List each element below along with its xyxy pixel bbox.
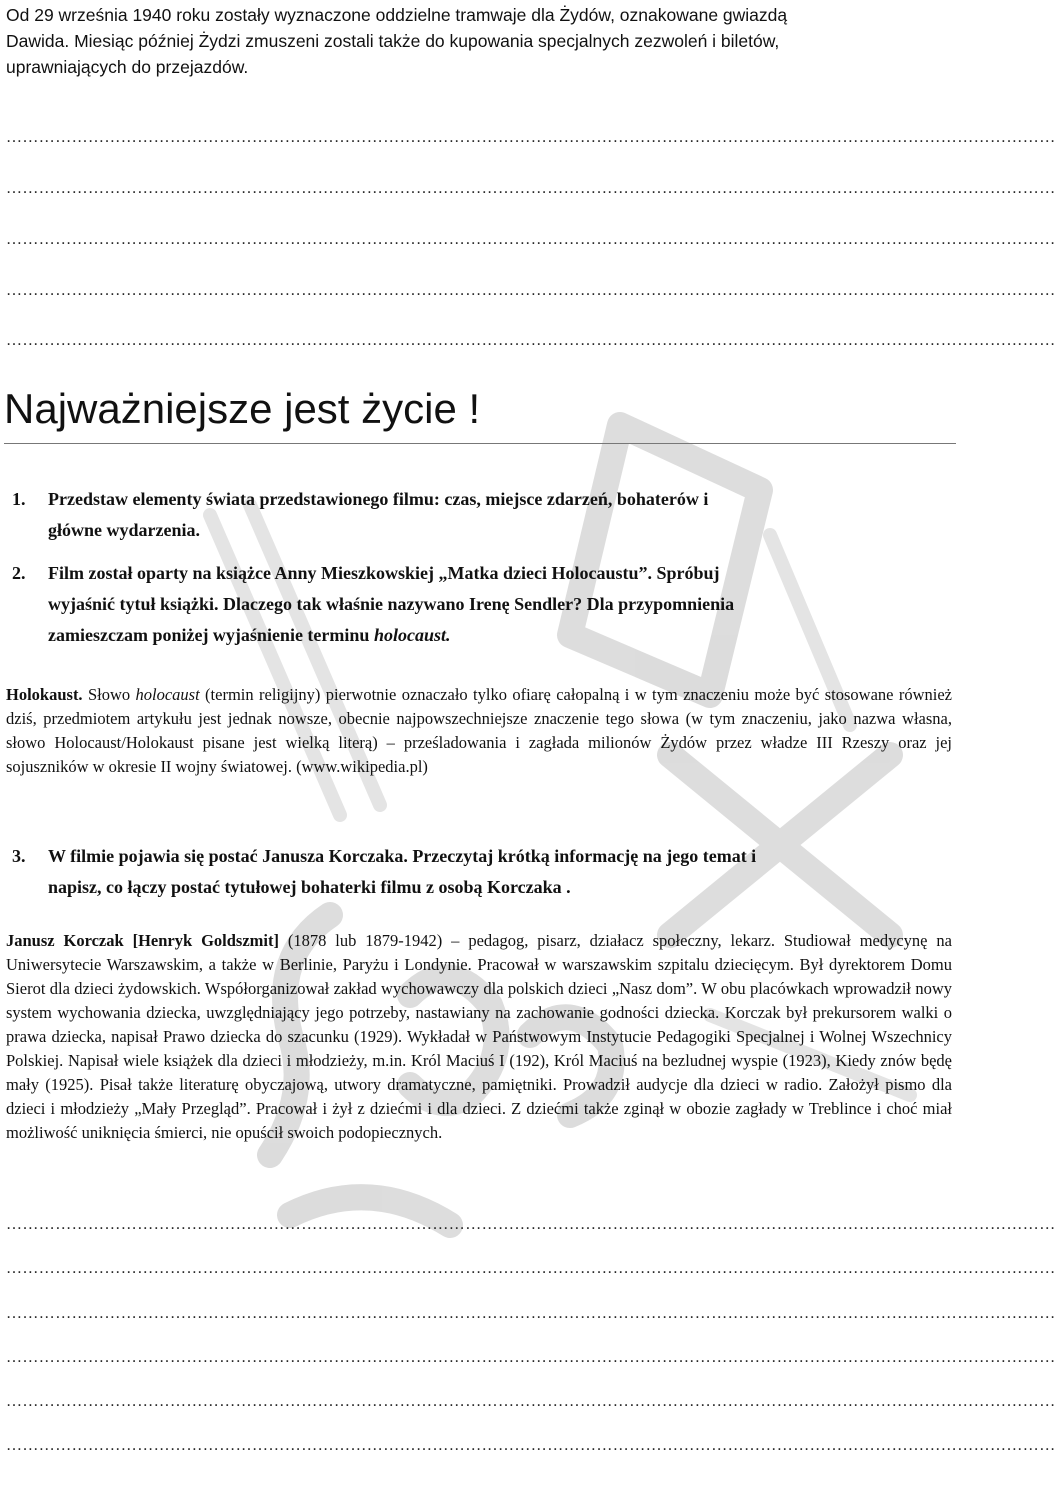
definition-word: holocaust [135,685,200,704]
task-2 [12,558,912,651]
answer-line[interactable]: ………………………………………………………………………………………………………………………………………………………………………… [6,231,1056,248]
task-text: Przedstaw elementy świata przedstawionego filmu: czas, miejsce zdarzeń, bohaterów i [48,489,709,509]
definition-text: Słowo [82,685,136,704]
holocaust-term: holocaust. [373,625,451,645]
answer-line[interactable]: ………………………………………………………………………………………………………………………………………………………………………… [6,129,1056,146]
holokaust-definition [6,683,952,779]
task-text [12,620,912,651]
bio-name: Janusz Korczak [Henryk Goldszmit] [6,931,279,950]
page-title: Najważniejsze jest życie ! [4,385,481,432]
task-1 [12,484,912,546]
answer-line[interactable]: ………………………………………………………………………………………………………………………………………………………………………… [6,1216,1056,1233]
task-text: główne wydarzenia. [48,520,200,540]
answer-line[interactable]: ………………………………………………………………………………………………………………………………………………………………………… [6,180,1056,197]
answer-line[interactable]: ………………………………………………………………………………………………………………………………………………………………………… [6,1393,1056,1410]
intro-line: Od 29 września 1940 roku zostały wyznaczone oddzielne tramwaje dla Żydów, oznakowane gwiazdą [6,5,788,25]
task-text: napisz, co łączy postać tytułowej bohaterki filmu z osobą Korczaka . [48,877,571,897]
intro-line: uprawniających do przejazdów. [6,57,249,77]
task-number: 1. [12,489,26,509]
answer-line[interactable]: ………………………………………………………………………………………………………………………………………………………………………… [6,1305,1056,1322]
task-text-prefix: zamieszczam poniżej wyjaśnienie terminu [48,625,374,645]
task-text: wyjaśnić tytuł książki. Dlaczego tak właśnie nazywano Irenę Sendler? Dla przypomnienia [48,594,735,614]
answer-line[interactable]: ………………………………………………………………………………………………………………………………………………………………………… [6,282,1056,299]
title-divider [4,443,956,444]
korczak-bio [6,929,952,1145]
task-text: W filmie pojawia się postać Janusza Korczaka. Przeczytaj krótką informację na jego temat i [48,846,757,866]
task-number: 3. [12,846,26,866]
definition-text: (termin religijny) pierwotnie oznaczało tylko ofiarę całopalną i w tym znaczeniu może być stosowane również dziś, przedmiotem artykułu jest jednak nowsze, obecnie najpowszechniejsze znaczenie tego słowa (w tym znaczeniu, jako nazwa własna, słowo Holocaust/Holokaust pisane jest wielką literą) – prześladowania i zagłada milionów Żydów przez władze III Rzeszy oraz jej sojuszników w okresie II wojny światowej. (www.wikipedia.pl) [6,685,952,776]
answer-line[interactable]: ………………………………………………………………………………………………………………………………………………………………………… [6,1437,1056,1454]
task-text: Film został oparty na książce Anny Mieszkowskiej „Matka dzieci Holocaustu”. Spróbuj [48,563,720,583]
definition-term: Holokaust. [6,685,83,704]
answer-line[interactable]: ………………………………………………………………………………………………………………………………………………………………………… [6,332,1056,349]
answer-line[interactable]: ………………………………………………………………………………………………………………………………………………………………………… [6,1260,1056,1277]
intro-line: Dawida. Miesiąc później Żydzi zmuszeni zostali także do kupowania specjalnych zezwoleń i biletów, [6,31,780,51]
intro-paragraph [6,2,946,80]
task-number: 2. [12,563,26,583]
bio-text: (1878 lub 1879-1942) – pedagog, pisarz, działacz społeczny, lekarz. Studiował medycynę na Uniwersytecie Warszawskim, a także w Berlinie, Paryżu i Londynie. Pracował w warszawskim szpitalu dziecięcym. Był dyrektorem Domu Sierot dla dzieci żydowskich. Współorganizował zakład wychowawczy dla polskich dzieci „Nasz dom”. W obu placówkach wprowadził nowy system wychowania dziecka, uwzględniający jego potrzeby, nastawiany na zachowanie godności dziecka. Korczak był prekursorem walki o prawa dziecka, napisał Prawo dziecka do szacunku (1929). Wykładał w Państwowym Instytucie Pedagogiki Specjalnej i Wolnej Wszechnicy Polskiej. Napisał wiele książek dla dzieci i młodzieży, m.in. Król Maciuś I (192), Król Maciuś na bezludnej wyspie (1923), Kiedy znów będę mały (1925). Pisał także literaturę obyczajową, utwory dramatyczne, pamiętniki. Prowadził audycje dla dzieci w radio. Założył pismo dla dzieci i młodzieży „Mały Przegląd”. Pracował i żył z dziećmi i dla dzieci. Z dziećmi także zginął w obozie zagłady w Treblince i choć miał możliwość uniknięcia śmierci, nie opuścił swoich podopiecznych. [6,931,952,1142]
task-3 [12,841,912,903]
answer-line[interactable]: ………………………………………………………………………………………………………………………………………………………………………… [6,1349,1056,1366]
